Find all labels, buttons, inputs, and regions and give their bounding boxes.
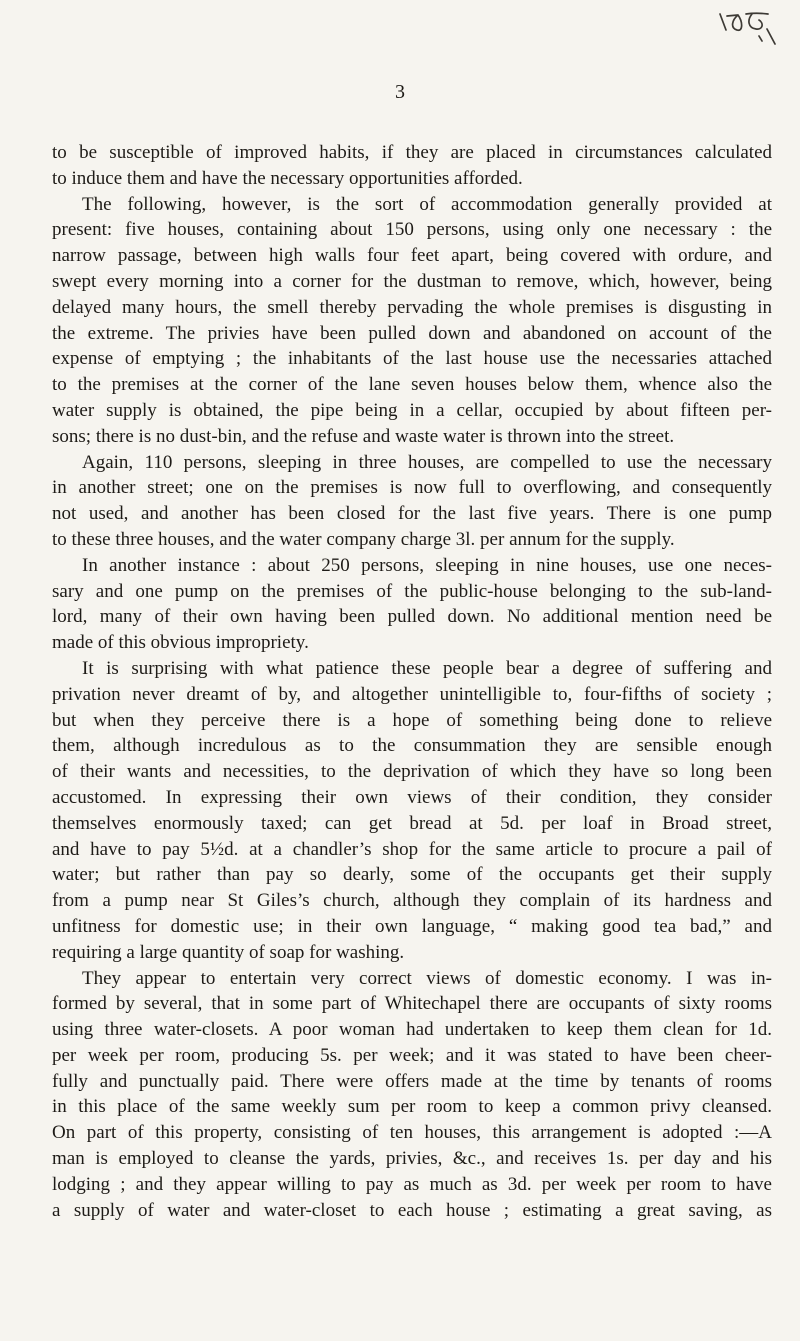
text-line: to be susceptible of improved habits, if they are placed in circumstances calculated (52, 142, 772, 163)
text-line: accustomed. In expressing their own views of their condition, they consider (52, 786, 772, 808)
text-line: fully and punctually paid. There were offers made at the time by tenants of rooms (52, 1070, 772, 1092)
text-line: using three water-closets. A poor woman had undertaken to keep them clean for 1d. (52, 1019, 772, 1041)
text-line: of their wants and necessities, to the deprivation of which they have so long been (52, 761, 772, 783)
text-line: from a pump near St Giles’s church, although they complain of its hardness and (52, 890, 772, 912)
text-line: In another instance : about 250 persons, sleeping in nine houses, use one neces- (82, 554, 772, 576)
text-line: swept every morning into a corner for the dustman to remove, which, however, being (52, 270, 772, 292)
text-line: not used, and another has been closed for the last five years. There is one pump (52, 503, 772, 525)
text-line: them, although incredulous as to the consummation they are sensible enough (52, 735, 772, 757)
text-line: lodging ; and they appear willing to pay as much as 3d. per week per room to have (52, 1173, 772, 1195)
text-line: to induce them and have the necessary opportunities afforded. (52, 167, 523, 189)
text-line: present: five houses, containing about 150 persons, using only one necessary : the (52, 219, 772, 241)
text-line: requiring a large quantity of soap for washing. (52, 941, 405, 963)
text-line: formed by several, that in some part of Whitechapel there are occupants of sixty rooms (52, 993, 772, 1015)
text-line: but when they perceive there is a hope of something being done to relieve (52, 709, 772, 731)
text-line: the extreme. The privies have been pulled down and abandoned on account of the (52, 322, 772, 344)
text-line: lord, many of their own having been pulled down. No additional mention need be (52, 606, 772, 628)
text-line: and have to pay 5½d. at a chandler’s shop for the same article to procure a pail of (52, 838, 772, 860)
text-line: made of this obvious impropriety. (52, 632, 309, 654)
text-line: water; but rather than pay so dearly, some of the occupants get their supply (52, 864, 772, 886)
text-line: themselves enormously taxed; can get bread at 5d. per loaf in Broad street, (52, 812, 772, 834)
text-line: They appear to entertain very correct views of domestic economy. I was in- (82, 967, 772, 989)
text-line: man is employed to cleanse the yards, privies, &c., and receives 1s. per day and his (52, 1148, 772, 1170)
text-line: water supply is obtained, the pipe being in a cellar, occupied by about fifteen per- (52, 399, 772, 421)
text-line: It is surprising with what patience these people bear a degree of suffering and (82, 657, 772, 679)
text-line: Again, 110 persons, sleeping in three houses, are compelled to use the necessary (82, 451, 772, 473)
text-line: expense of emptying ; the inhabitants of the last house use the necessaries attached (52, 348, 772, 370)
text-line: On part of this property, consisting of ten houses, this arrangement is adopted :—A (52, 1122, 772, 1144)
text-line: a supply of water and water-closet to each house ; estimating a great saving, as (52, 1199, 772, 1221)
text-line: to these three houses, and the water company charge 3l. per annum for the supply. (52, 528, 675, 550)
text-line: privation never dreamt of by, and altogether unintelligible to, four-fifths of society ; (52, 683, 772, 705)
text-line: sons; there is no dust-bin, and the refuse and waste water is thrown into the street. (52, 425, 675, 447)
text-line: per week per room, producing 5s. per week; and it was stated to have been cheer- (52, 1044, 772, 1066)
body-text (52, 140, 772, 1223)
text-line: in another street; one on the premises is now full to overflowing, and consequently (52, 477, 772, 499)
text-line: in this place of the same weekly sum per room to keep a common privy cleansed. (52, 1096, 772, 1118)
text-line: delayed many hours, the smell thereby pervading the whole premises is disgusting in (52, 296, 772, 318)
text-line: unfitness for domestic use; in their own language, “ making good tea bad,” and (52, 915, 772, 937)
handwritten-folio-mark (714, 8, 778, 52)
text-line: sary and one pump on the premises of the public-house belonging to the sub-land- (52, 580, 772, 602)
text-line: The following, however, is the sort of accommodation generally provided at (82, 193, 772, 215)
text-line: to the premises at the corner of the lane seven houses below them, whence also the (52, 374, 772, 396)
text-line: narrow passage, between high walls four feet apart, being covered with ordure, and (52, 245, 772, 267)
page-number: 3 (395, 81, 405, 103)
